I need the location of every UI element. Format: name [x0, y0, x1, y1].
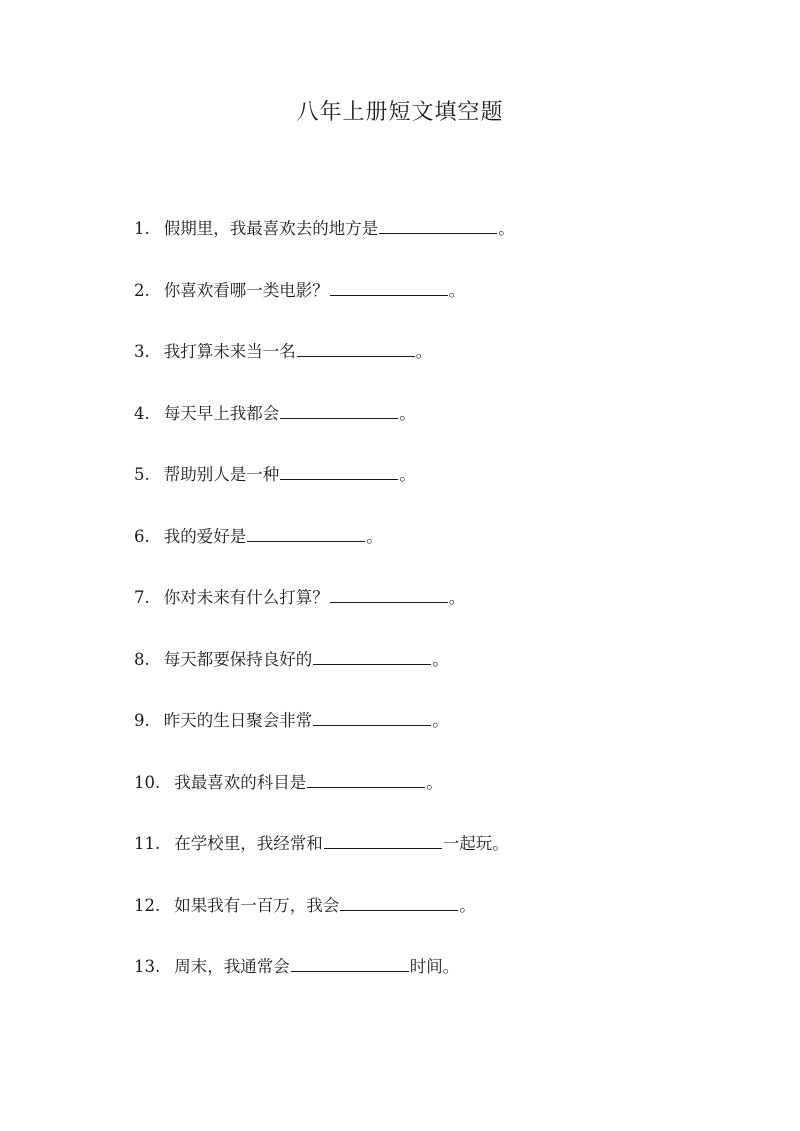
answer-blank[interactable] [313, 707, 431, 726]
question-item [134, 891, 754, 953]
question-text-before: 每天都要保持良好的 [163, 649, 313, 669]
question-text-after: 一起玩。 [442, 834, 509, 853]
answer-blank[interactable] [280, 400, 398, 419]
question-item [134, 399, 754, 461]
question-text-after: 。 [432, 711, 449, 730]
question-text-before: 每天早上我都会 [163, 403, 280, 423]
question-number: 11. [134, 834, 161, 853]
question-text-after: 。 [399, 403, 416, 423]
question-text-before: 你喜欢看哪一类电影？ [163, 280, 329, 300]
question-number: 3. [134, 342, 150, 361]
question-item [134, 829, 754, 891]
question-text-after: 。 [426, 772, 443, 792]
question-number: 13. [134, 957, 161, 976]
question-number: 12. [134, 895, 161, 915]
question-text-before: 我最喜欢的科目是 [174, 772, 307, 792]
question-number: 2. [134, 280, 150, 300]
question-text-before: 假期里，我最喜欢去的地方是 [163, 219, 379, 238]
question-item [134, 768, 754, 830]
answer-blank[interactable] [330, 277, 448, 296]
question-text-after: 。 [399, 465, 416, 484]
question-number: 9. [134, 711, 150, 730]
answer-blank[interactable] [297, 338, 415, 357]
answer-blank[interactable] [324, 830, 442, 849]
question-text-after: 。 [366, 526, 383, 546]
question-item [134, 706, 754, 768]
question-text-before: 帮助别人是一种 [163, 465, 280, 484]
question-number: 4. [134, 403, 150, 423]
answer-blank[interactable] [330, 584, 448, 603]
question-list [134, 214, 754, 1014]
question-number: 10. [134, 772, 161, 792]
question-number: 6. [134, 526, 150, 546]
question-text-after: 。 [448, 280, 466, 300]
question-text-after: 时间。 [409, 957, 460, 976]
question-text-before: 如果我有一百万，我会 [174, 895, 340, 915]
question-item [134, 952, 754, 1014]
answer-blank[interactable] [247, 523, 365, 542]
question-number: 7. [134, 588, 150, 607]
question-text-before: 昨天的生日聚会非常 [163, 711, 313, 730]
answer-blank[interactable] [307, 769, 425, 788]
question-item [134, 645, 754, 707]
question-text-after: 。 [415, 342, 433, 361]
question-text-before: 你对未来有什么打算？ [163, 588, 329, 607]
question-text-before: 我的爱好是 [163, 526, 247, 546]
answer-blank[interactable] [379, 215, 497, 234]
question-item [134, 276, 754, 338]
question-text-before: 我打算未来当一名 [163, 342, 296, 361]
answer-blank[interactable] [291, 953, 409, 972]
document-title: 八年上册短文填空题 [296, 100, 504, 125]
question-text-after: 。 [459, 895, 476, 915]
question-text-before: 周末，我通常会 [174, 957, 290, 976]
question-text-before: 在学校里，我经常和 [174, 834, 323, 853]
question-text-after: 。 [448, 588, 466, 607]
question-item [134, 522, 754, 584]
answer-blank[interactable] [280, 461, 398, 480]
question-item [134, 460, 754, 522]
question-text-after: 。 [498, 219, 515, 238]
answer-blank[interactable] [313, 646, 431, 665]
question-number: 5. [134, 465, 150, 484]
question-number: 8. [134, 649, 150, 669]
question-number: 1. [134, 219, 150, 238]
answer-blank[interactable] [340, 892, 458, 911]
question-item [134, 583, 754, 645]
question-item [134, 214, 754, 276]
question-item [134, 337, 754, 399]
question-text-after: 。 [432, 649, 449, 669]
